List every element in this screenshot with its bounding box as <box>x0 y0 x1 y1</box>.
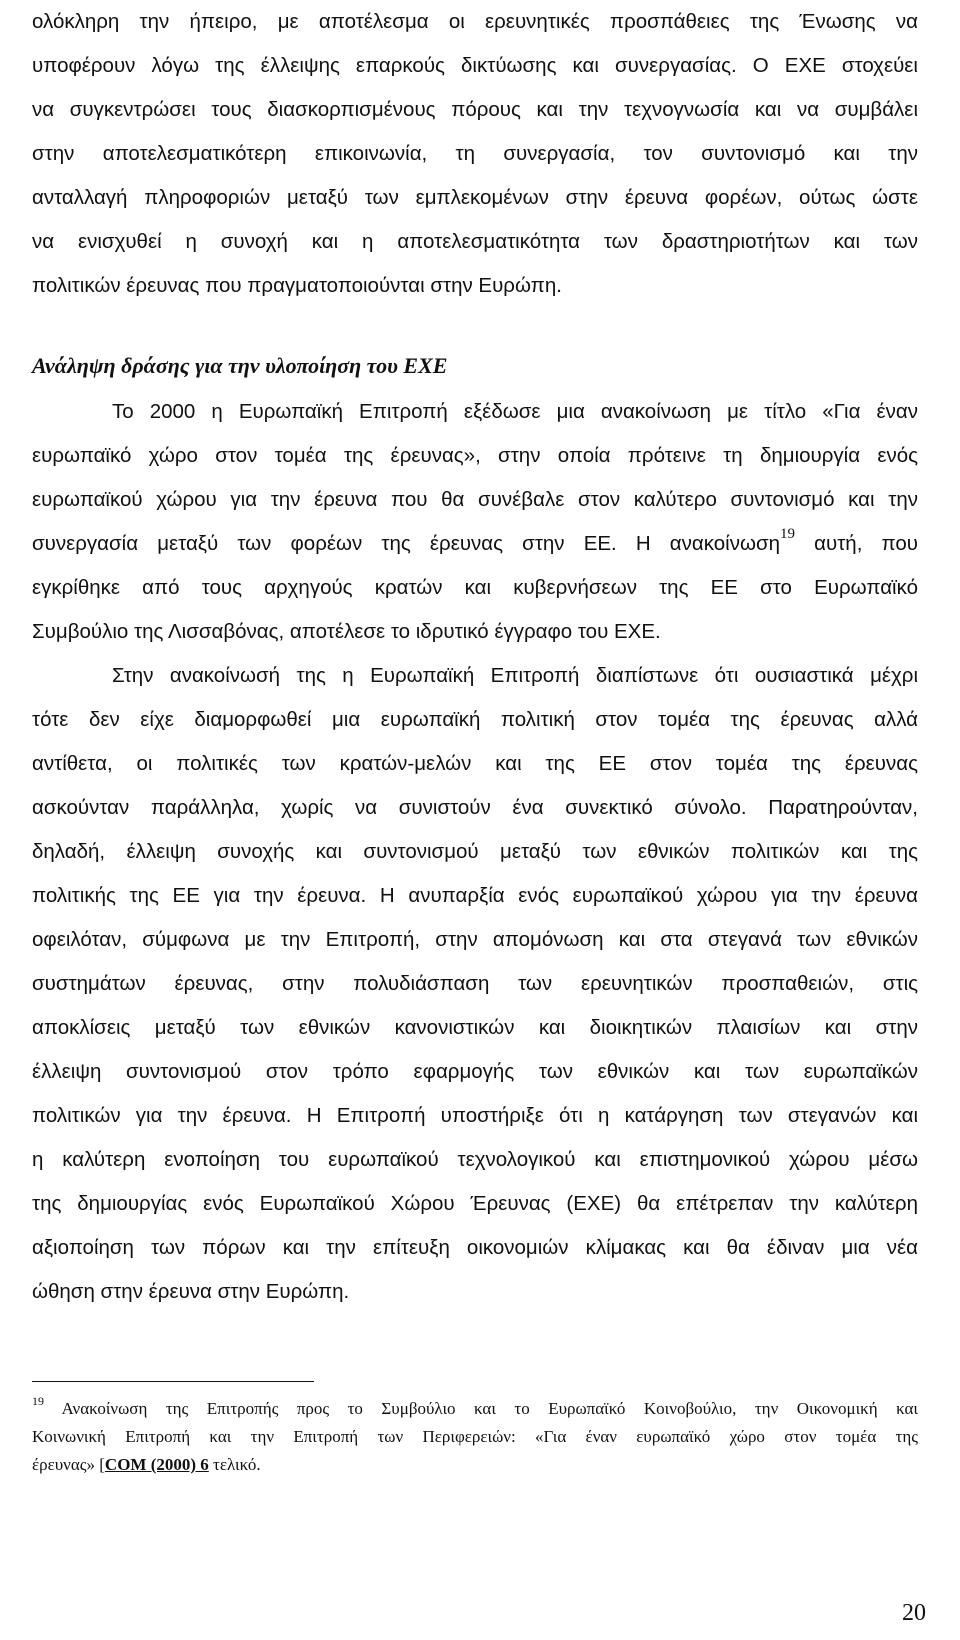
text-segment: αυτή, που <box>795 532 918 555</box>
section-heading: Ανάληψη δράσης για την υλοποίηση του ΕΧΕ <box>32 353 448 378</box>
text-line: η καλύτερη ενοποίηση του ευρωπαϊκού τεχνολογικού και επιστημονικού χώρου μέσω <box>32 1148 918 1171</box>
footnote-separator <box>32 1381 314 1382</box>
text-line: δηλαδή, έλλειψη συνοχής και συντονισμού μεταξύ των εθνικών πολιτικών και της <box>32 840 918 863</box>
text-line: Το 2000 η Ευρωπαϊκή Επιτροπή εξέδωσε μια ανακοίνωση με τίτλο «Για έναν <box>112 400 918 423</box>
text-line: πολιτικής της ΕΕ για την έρευνα. Η ανυπαρξία ενός ευρωπαϊκού χώρου για την έρευνα <box>32 884 918 907</box>
text-line-with-footnote-ref <box>32 524 918 564</box>
footnote-reference[interactable]: 19 <box>780 526 796 543</box>
footnote-line: Κοινωνική Επιτροπή και την Επιτροπή των Περιφερειών: «Για έναν ευρωπαϊκό χώρο στον τομέα της <box>32 1427 918 1446</box>
text-line: υποφέρουν λόγω της έλλειψης επαρκούς δικτύωσης και συνεργασίας. Ο ΕΧΕ στοχεύει <box>32 54 918 77</box>
text-line: πολιτικών έρευνας που πραγματοποιούνται στην Ευρώπη. <box>32 274 562 297</box>
footnote-text: Ανακοίνωση της Επιτροπής προς το Συμβούλιο και το Ευρωπαϊκό Κοινοβούλιο, την Οικονομική και <box>61 1399 918 1418</box>
text-line: Συμβούλιο της Λισσαβόνας, αποτέλεσε το ιδρυτικό έγγραφο του ΕΧΕ. <box>32 620 661 643</box>
text-line: αξιοποίηση των πόρων και την επίτευξη οικονομιών κλίμακας και θα έδιναν μια νέα <box>32 1236 918 1259</box>
text-line: στην αποτελεσματικότερη επικοινωνία, τη συνεργασία, τον συντονισμό και την <box>32 142 918 165</box>
text-line: ευρωπαϊκό χώρο στον τομέα της έρευνας», στην οποία πρότεινε τη δημιουργία ενός <box>32 444 918 467</box>
text-line: ανταλλαγή πληροφοριών μεταξύ των εμπλεκομένων στην έρευνα φορέων, ούτως ώστε <box>32 186 918 209</box>
text-line: Στην ανακοίνωσή της η Ευρωπαϊκή Επιτροπή διαπίστωνε ότι ουσιαστικά μέχρι <box>112 664 918 687</box>
text-line: συστημάτων έρευνας, στην πολυδιάσπαση των ερευνητικών προσπαθειών, στις <box>32 972 918 995</box>
text-line: να ενισχυθεί η συνοχή και η αποτελεσματικότητα των δραστηριοτήτων και των <box>32 230 918 253</box>
text-segment: συνεργασία μεταξύ των φορέων της έρευνας στην ΕΕ. Η ανακοίνωση <box>32 532 781 555</box>
footnote-text: τελικό. <box>208 1455 261 1474</box>
text-line: αντίθετα, οι πολιτικές των κρατών-μελών και της ΕΕ στον τομέα της έρευνας <box>32 752 918 775</box>
footnote-line <box>32 1394 918 1421</box>
text-line: ευρωπαϊκού χώρου για την έρευνα που θα συνέβαλε στον καλύτερο συντονισμό και την <box>32 488 918 511</box>
page-number: 20 <box>902 1600 926 1626</box>
footnote-line <box>32 1453 918 1477</box>
text-line: πολιτικών για την έρευνα. Η Επιτροπή υποστήριξε ότι η κατάργηση των στεγανών και <box>32 1104 918 1127</box>
text-line: οφειλόταν, σύμφωνα με την Επιτροπή, στην απομόνωση και στα στεγανά των εθνικών <box>32 928 918 951</box>
footnote-number: 19 <box>32 1394 44 1409</box>
text-line: εγκρίθηκε από τους αρχηγούς κρατών και κυβερνήσεων της ΕΕ στο Ευρωπαϊκό <box>32 576 918 599</box>
footnote-text: έρευνας» [ <box>32 1455 105 1474</box>
text-line: ώθηση στην έρευνα στην Ευρώπη. <box>32 1280 350 1303</box>
text-line: να συγκεντρώσει τους διασκορπισμένους πόρους και την τεχνογνωσία και να συμβάλει <box>32 98 918 121</box>
text-line: της δημιουργίας ενός Ευρωπαϊκού Χώρου Έρευνας (ΕΧΕ) θα επέτρεπαν την καλύτερη <box>32 1192 918 1215</box>
text-line: ασκούνταν παράλληλα, χωρίς να συνιστούν ένα συνεκτικό σύνολο. Παρατηρούνταν, <box>32 796 918 819</box>
text-line: έλλειψη συντονισμού στον τρόπο εφαρμογής των εθνικών και των ευρωπαϊκών <box>32 1060 918 1083</box>
text-line: τότε δεν είχε διαμορφωθεί μια ευρωπαϊκή πολιτική στον τομέα της έρευνας αλλά <box>32 708 918 731</box>
text-line: ολόκληρη την ήπειρο, με αποτέλεσμα οι ερευνητικές προσπάθειες της Ένωσης να <box>32 10 918 33</box>
text-line: αποκλίσεις μεταξύ των εθνικών κανονιστικών και διοικητικών πλαισίων και στην <box>32 1016 918 1039</box>
document-reference-link[interactable]: COM (2000) 6 <box>104 1455 209 1474</box>
